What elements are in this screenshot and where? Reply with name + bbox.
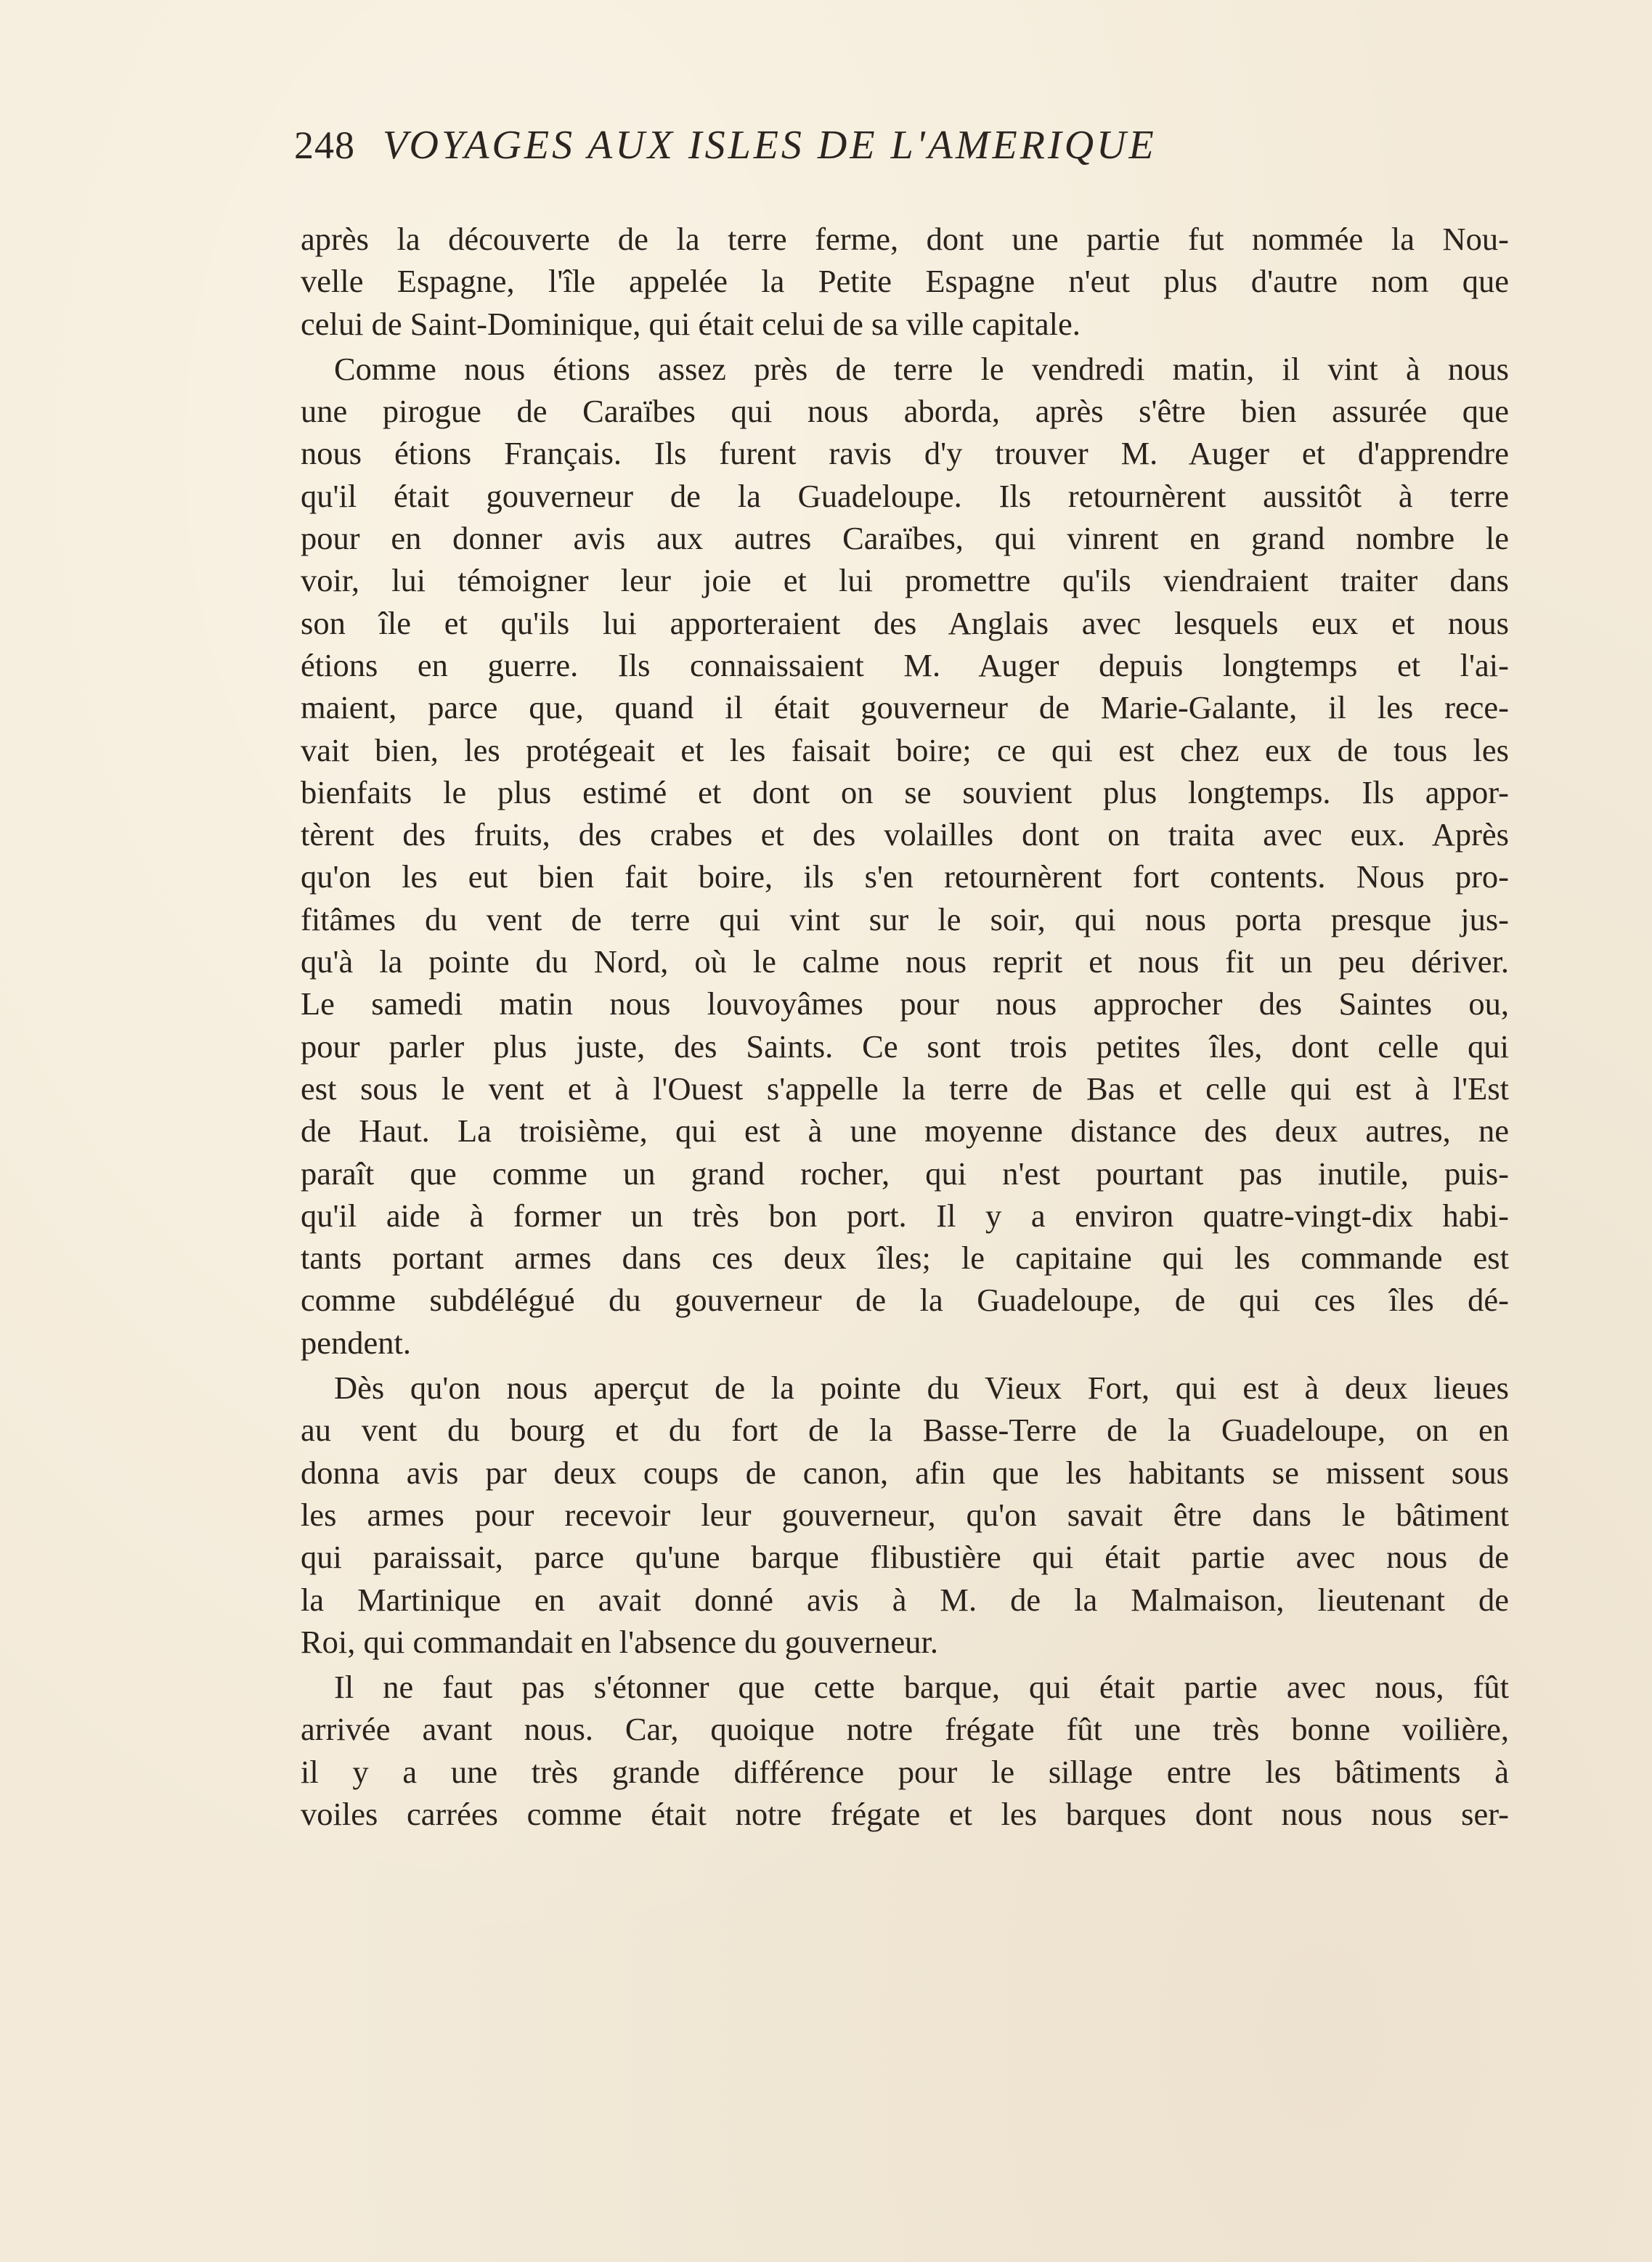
- text-line: la Martinique en avait donné avis à M. de la Malmaison, lieutenant de: [301, 1581, 1509, 1618]
- running-title: VOYAGES AUX ISLES DE L'AMERIQUE: [383, 123, 1157, 168]
- text-line: comme subdélégué du gouverneur de la Guadeloupe, de qui ces îles dé-: [301, 1282, 1509, 1319]
- text-line: Roi, qui commandait en l'absence du gouverneur.: [301, 1623, 939, 1660]
- text-line: fitâmes du vent de terre qui vint sur le soir, qui nous porta presque jus-: [301, 900, 1509, 937]
- text-line: Comme nous étions assez près de terre le vendredi matin, il vint à nous: [334, 350, 1509, 387]
- paragraph: [301, 1666, 1509, 1835]
- text-line: pour en donner avis aux autres Caraïbes, qui vinrent en grand nombre le: [301, 520, 1509, 557]
- text-line: étions en guerre. Ils connaissaient M. Auger depuis longtemps et l'ai-: [301, 646, 1509, 683]
- body-text: [301, 218, 1509, 1835]
- text-line: arrivée avant nous. Car, quoique notre frégate fût une très bonne voilière,: [301, 1711, 1509, 1748]
- text-line: tants portant armes dans ces deux îles; le capitaine qui les commande est: [301, 1240, 1509, 1277]
- text-line: nous étions Français. Ils furent ravis d'y trouver M. Auger et d'apprendre: [301, 435, 1509, 472]
- text-line: qu'il était gouverneur de la Guadeloupe. Ils retournèrent aussitôt à terre: [301, 477, 1509, 514]
- text-line: voiles carrées comme était notre frégate et les barques dont nous nous ser-: [301, 1795, 1509, 1832]
- paragraph: [301, 348, 1509, 1364]
- text-line: celui de Saint-Dominique, qui était celui de sa ville capitale.: [301, 305, 1081, 342]
- paragraph: [301, 1367, 1509, 1663]
- text-line: bienfaits le plus estimé et dont on se souvient plus longtemps. Ils appor-: [301, 773, 1509, 810]
- text-line: les armes pour recevoir leur gouverneur, qu'on savait être dans le bâtiment: [301, 1496, 1509, 1533]
- text-line: tèrent des fruits, des crabes et des volailles dont on traita avec eux. Après: [301, 816, 1509, 853]
- text-line: qui paraissait, parce qu'une barque flibustière qui était partie avec nous de: [301, 1539, 1509, 1576]
- text-line: une pirogue de Caraïbes qui nous aborda, après s'être bien assurée que: [301, 393, 1509, 430]
- text-line: après la découverte de la terre ferme, dont une partie fut nommée la Nou-: [301, 221, 1509, 257]
- running-header: [294, 122, 1514, 180]
- text-line: paraît que comme un grand rocher, qui n'est pourtant pas inutile, puis-: [301, 1155, 1509, 1192]
- text-line: qu'il aide à former un très bon port. Il y a environ quatre-vingt-dix habi-: [301, 1197, 1509, 1234]
- text-line: Il ne faut pas s'étonner que cette barque, qui était partie avec nous, fût: [334, 1669, 1509, 1706]
- text-line: donna avis par deux coups de canon, afin que les habitants se missent sous: [301, 1454, 1509, 1491]
- text-line: Dès qu'on nous aperçut de la pointe du Vieux Fort, qui est à deux lieues: [334, 1370, 1509, 1407]
- text-line: velle Espagne, l'île appelée la Petite Espagne n'eut plus d'autre nom que: [301, 263, 1509, 300]
- text-line: vait bien, les protégeait et les faisait boire; ce qui est chez eux de tous les: [301, 731, 1509, 768]
- text-line: pendent.: [301, 1324, 411, 1361]
- text-line: qu'à la pointe du Nord, où le calme nous reprit et nous fit un peu dériver.: [301, 943, 1509, 980]
- text-line: maient, parce que, quand il était gouverneur de Marie-Galante, il les rece-: [301, 689, 1509, 726]
- text-line: au vent du bourg et du fort de la Basse-Terre de la Guadeloupe, on en: [301, 1412, 1509, 1449]
- text-line: pour parler plus juste, des Saints. Ce sont trois petites îles, dont celle qui: [301, 1028, 1509, 1065]
- paragraph: [301, 218, 1509, 345]
- text-line: qu'on les eut bien fait boire, ils s'en retournèrent fort contents. Nous pro-: [301, 858, 1509, 895]
- text-line: de Haut. La troisième, qui est à une moyenne distance des deux autres, ne: [301, 1112, 1509, 1150]
- text-line: Le samedi matin nous louvoyâmes pour nous approcher des Saintes ou,: [301, 985, 1509, 1022]
- text-line: il y a une très grande différence pour le sillage entre les bâtiments à: [301, 1753, 1509, 1790]
- text-line: est sous le vent et à l'Ouest s'appelle la terre de Bas et celle qui est à l'Est: [301, 1070, 1509, 1107]
- text-line: voir, lui témoigner leur joie et lui promettre qu'ils viendraient traiter dans: [301, 562, 1509, 599]
- page-number: 248: [294, 123, 355, 167]
- text-line: son île et qu'ils lui apporteraient des Anglais avec lesquels eux et nous: [301, 604, 1509, 641]
